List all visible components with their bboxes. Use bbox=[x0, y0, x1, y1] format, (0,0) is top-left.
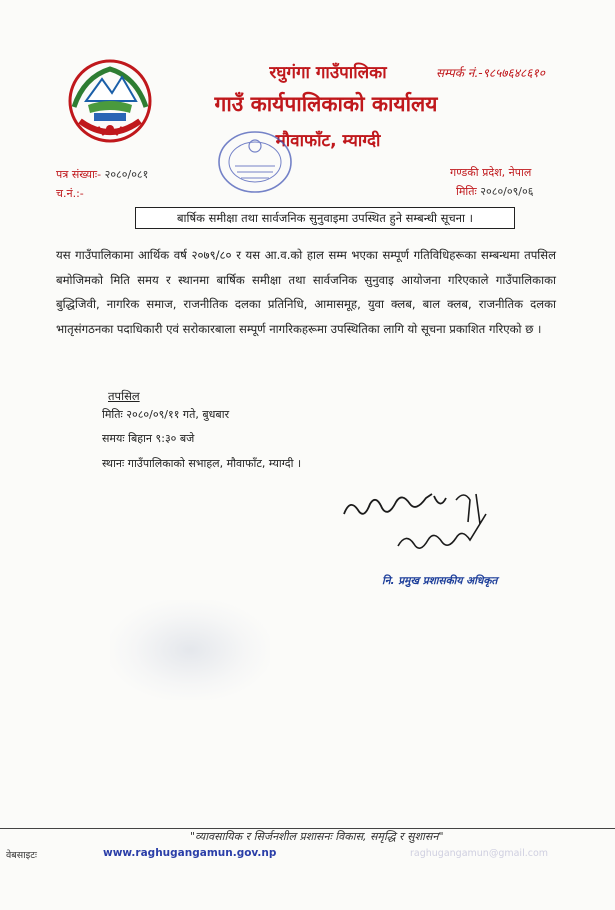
municipality-name: रघुगंगा गाउँपालिका bbox=[269, 63, 387, 83]
contact-number: सम्पर्क नं.-९८५७६४८६१० bbox=[436, 66, 545, 80]
dispatch-number-label: च.नं.:- bbox=[56, 187, 84, 200]
office-seal-stamp-icon bbox=[215, 128, 295, 196]
province-line: गण्डकी प्रदेश, नेपाल bbox=[450, 166, 532, 179]
notice-body: यस गाउँपालिकामा आर्थिक वर्ष २०७९/८० र यस आ.व.को हाल सम्म भएका सम्पूर्ण गतिविधिहरूका सम्बन्धमा तपसिल बमोजिमको मिति समय र स्थानमा बार्षिक समीक्षा तथा सार्वजनिक सुनुवाइ आयोजना गरिएकाले गाउँपालिकाका बुद्धिजिवी, नागरिक समाज, राजनीतिक दलका प्रतिनिधि, आमासमूह, युवा क्लब, बाल क्लब, राजनीतिक दलका भातृसंगठनका पदाधिकारी एवं सरोकारबाला सम्पूर्ण नागरिकहरूमा उपस्थितिका लागि यो सूचना प्रकाशित गरिएको छ । bbox=[56, 248, 556, 336]
letter-date-label: मितिः bbox=[456, 185, 477, 198]
letter-date bbox=[456, 184, 533, 199]
dispatch-number bbox=[56, 186, 84, 201]
letter-number bbox=[56, 167, 148, 182]
footer-slogan: "व्यावसायिक र सिर्जनशील प्रशासनः विकास, समृद्धि र सुशासन" bbox=[190, 830, 444, 843]
website-link[interactable]: www.raghugangamun.gov.np bbox=[103, 847, 277, 859]
paper-smudge bbox=[110, 600, 270, 700]
letter-number-label: पत्र संख्याः- bbox=[56, 168, 102, 181]
handwritten-signature-icon bbox=[336, 484, 496, 564]
letter-number-value: २०८०/०८१ bbox=[104, 168, 149, 181]
notice-title: बार्षिक समीक्षा तथा सार्वजनिक सुनुवाइमा उपस्थित हुने सम्बन्धी सूचना । bbox=[135, 207, 515, 229]
nepal-emblem-icon bbox=[64, 55, 156, 147]
office-name: गाउँ कार्यपालिकाको कार्यालय bbox=[214, 92, 438, 116]
signer-title: नि. प्रमुख प्रशासकीय अधिकृत bbox=[382, 575, 498, 587]
event-place: स्थानः गाउँपालिकाको सभाहल, मौवाफाँट, म्याग्दी । bbox=[102, 457, 302, 470]
details-heading: तपसिल bbox=[108, 389, 140, 403]
event-time: समयः बिहान ९:३० बजे bbox=[102, 432, 195, 445]
letter-date-value: २०८०/०९/०६ bbox=[480, 185, 534, 198]
faded-email: raghugangamun@gmail.com bbox=[410, 848, 549, 859]
event-date: मितिः २०८०/०९/११ गते, बुधबार bbox=[102, 408, 230, 421]
website-label: वेबसाइटः bbox=[6, 850, 37, 861]
office-address: मौवाफाँट, म्याग्दी bbox=[275, 131, 381, 151]
